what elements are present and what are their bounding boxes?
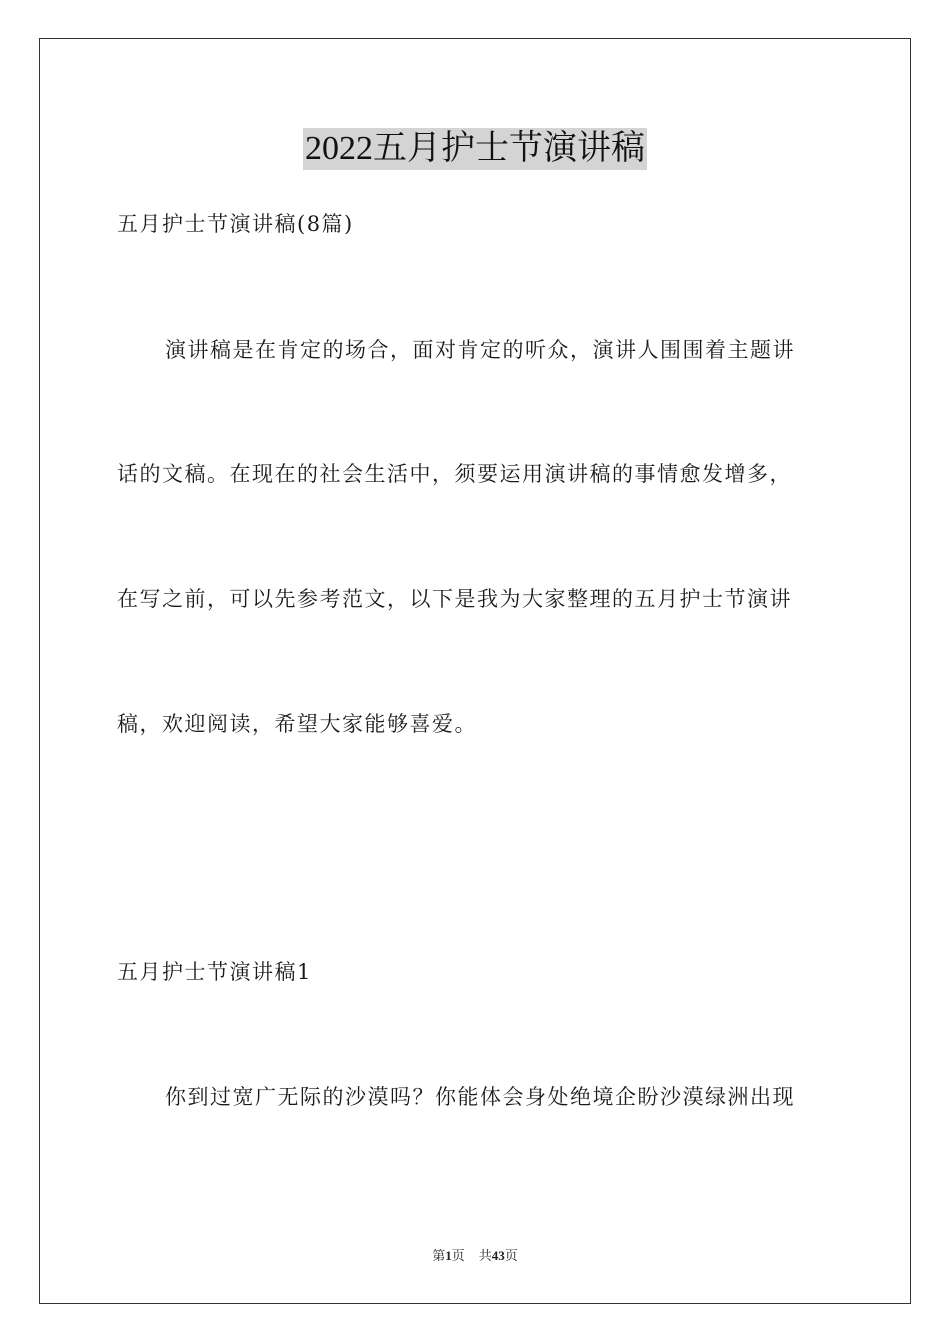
footer-page-prefix: 第 — [432, 1248, 446, 1263]
footer-page-suffix: 页 — [451, 1248, 465, 1263]
page-footer — [0, 1247, 950, 1265]
document-subtitle: 五月护士节演讲稿(8篇) — [117, 212, 354, 236]
footer-total-suffix: 页 — [504, 1248, 518, 1263]
section-heading: 五月护士节演讲稿1 — [117, 960, 312, 984]
title-container — [0, 128, 950, 170]
intro-line-2: 话的文稿。在现在的社会生活中，须要运用演讲稿的事情愈发增多， — [117, 462, 792, 486]
intro-line-4: 稿，欢迎阅读，希望大家能够喜爱。 — [117, 712, 477, 736]
footer-total-pages: 43 — [491, 1248, 505, 1263]
footer-page-number: 1 — [445, 1248, 452, 1263]
section-first-line: 你到过宽广无际的沙漠吗？你能体会身处绝境企盼沙漠绿洲出现 — [165, 1085, 795, 1109]
footer-total-prefix: 共 — [478, 1248, 492, 1263]
intro-line-1: 演讲稿是在肯定的场合，面对肯定的听众，演讲人围围着主题讲 — [165, 338, 795, 362]
document-title: 2022五月护士节演讲稿 — [303, 128, 647, 170]
intro-line-3: 在写之前，可以先参考范文，以下是我为大家整理的五月护士节演讲 — [117, 587, 792, 611]
